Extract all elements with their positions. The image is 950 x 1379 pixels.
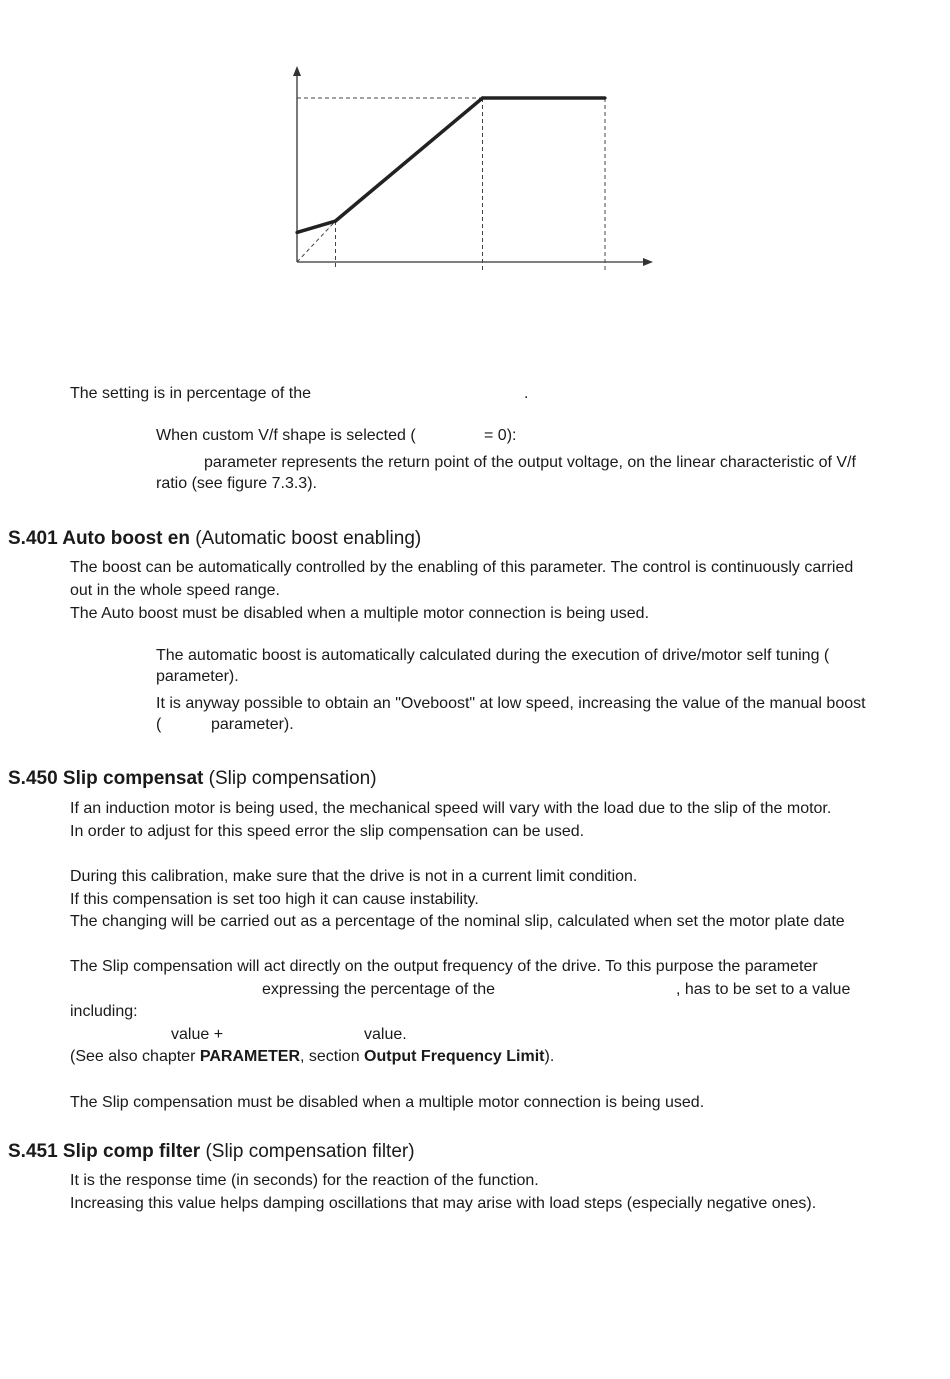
s450-code-name: S.450 Slip compensat (8, 768, 204, 789)
s401-desc: (Automatic boost enabling) (195, 528, 422, 549)
s450-p6: The Slip compensation will act directly on the output frequency of the drive. To this purpose the parameter (70, 958, 818, 975)
s401-n2: parameter). (156, 668, 239, 685)
x-axis-arrow (643, 258, 653, 266)
s451-p2: Increasing this value helps damping oscillations that may arise with load steps (especially negative ones). (70, 1195, 817, 1212)
s451-desc: (Slip compensation filter) (205, 1141, 415, 1162)
s450-p10e: ). (544, 1048, 555, 1065)
note-custom-line1b: = 0): (484, 427, 517, 444)
s450-p9a: value + (171, 1026, 224, 1043)
s401-heading (8, 527, 421, 551)
s450-p3: During this calibration, make sure that the drive is not in a current limit condition. (70, 868, 638, 885)
s450-p10-chapter: PARAMETER (199, 1048, 301, 1065)
s450-p5: The changing will be carried out as a percentage of the nominal slip, calculated when set the motor plate date (70, 913, 845, 930)
setting-text (70, 384, 311, 404)
chart-axes (293, 66, 653, 266)
s450-p10c: , section (300, 1048, 365, 1065)
s450-p2: In order to adjust for this speed error the slip compensation can be used. (70, 823, 585, 840)
vf-point-0 (295, 231, 298, 234)
note-custom-line3: ratio (see figure 7.3.3). (156, 475, 317, 492)
s450-p7a: expressing the percentage of the (262, 981, 496, 998)
vf-point-3 (603, 96, 606, 99)
s451-code-name: S.451 Slip comp filter (8, 1141, 201, 1162)
s401-code-name: S.401 Auto boost en (8, 528, 190, 549)
s450-p11: The Slip compensation must be disabled when a multiple motor connection is being used. (70, 1094, 705, 1111)
note-custom-line2: parameter represents the return point of the output voltage, on the linear characteristic of V/f (204, 454, 856, 471)
s401-n3: It is anyway possible to obtain an "Oveboost" at low speed, increasing the value of the manual boost (156, 695, 866, 712)
s450-p10 (70, 1047, 554, 1067)
s450-p10-section: Output Frequency Limit (364, 1048, 545, 1065)
vf-point-1 (334, 219, 337, 222)
vf-point-2 (481, 96, 484, 99)
vf-chart (0, 0, 950, 300)
s450-heading (8, 767, 377, 791)
vf-series-line (297, 98, 605, 232)
s401-p2: out in the whole speed range. (70, 582, 280, 599)
s450-p9b: value. (364, 1026, 407, 1043)
s451-heading (8, 1140, 415, 1164)
y-axis-arrow (293, 66, 301, 76)
s450-p8: including: (70, 1003, 138, 1020)
note-custom-line1a: When custom V/f shape is selected ( (156, 427, 416, 444)
s450-p1: If an induction motor is being used, the mechanical speed will vary with the load due to the slip of the motor. (70, 800, 832, 817)
s401-n4b: parameter). (211, 716, 294, 733)
s401-p3: The Auto boost must be disabled when a multiple motor connection is being used. (70, 605, 650, 622)
s450-p4: If this compensation is set too high it can cause instability. (70, 891, 479, 908)
s401-p1: The boost can be automatically controlled by the enabling of this parameter. The control is continuously carried (70, 559, 854, 576)
s401-n4a: ( (156, 716, 162, 733)
s450-p7b: , has to be set to a value (676, 981, 851, 998)
s451-p1: It is the response time (in seconds) for the reaction of the function. (70, 1172, 539, 1189)
s450-desc: (Slip compensation) (208, 768, 377, 789)
setting-text-end: . (524, 385, 529, 402)
chart-series (295, 96, 606, 234)
setting-text-a: The setting is in percentage of the (70, 385, 312, 402)
s450-p10a: (See also chapter (70, 1048, 200, 1065)
s401-n1: The automatic boost is automatically calculated during the execution of drive/motor self tuning ( (156, 647, 830, 664)
